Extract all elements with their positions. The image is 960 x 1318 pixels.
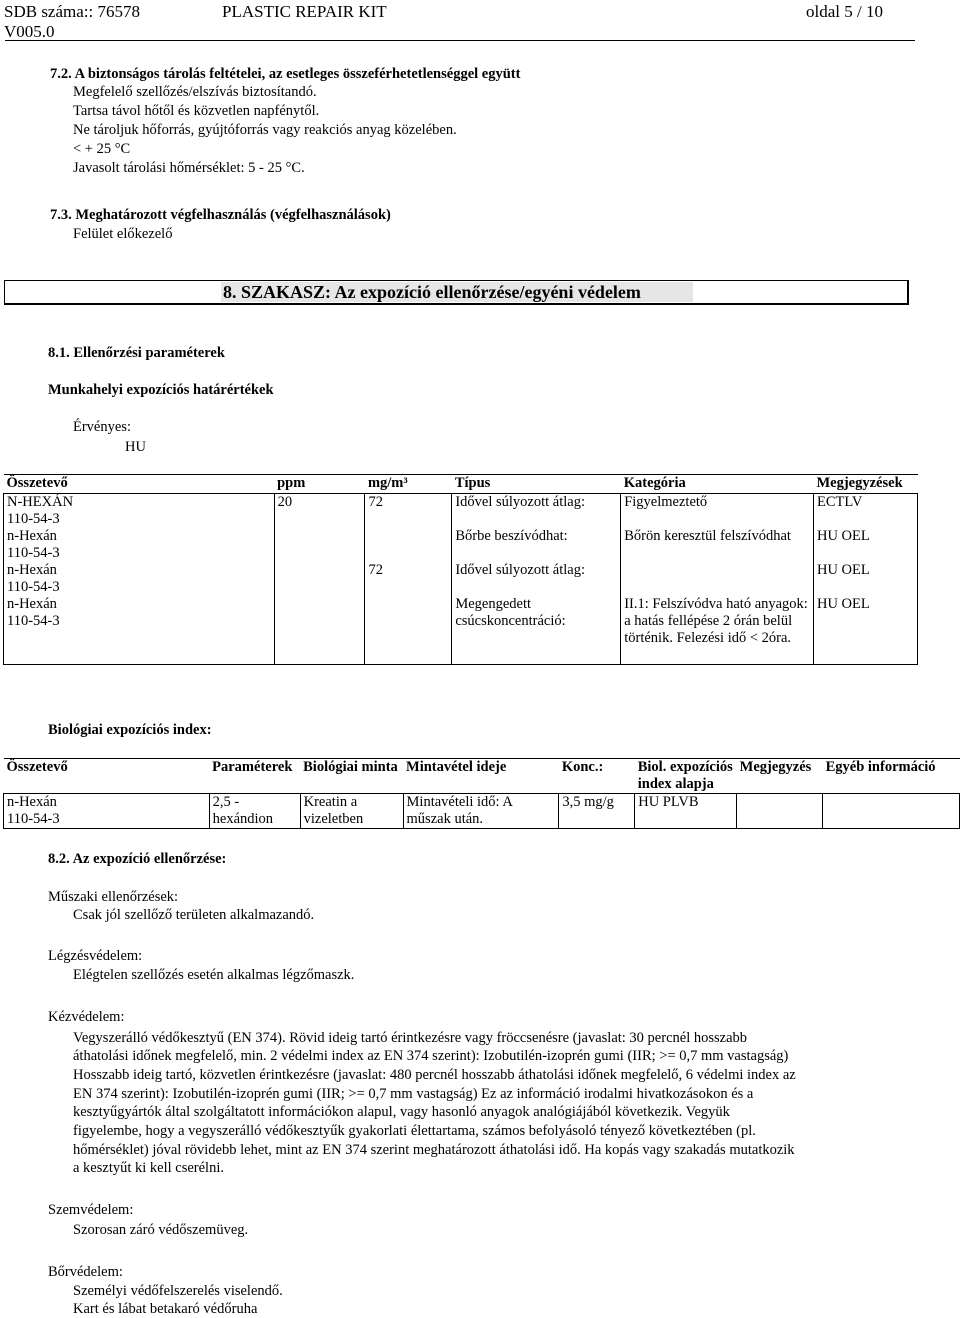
technical-controls-text: Csak jól szellőző területen alkalmazandó. bbox=[73, 907, 315, 923]
hand-protection-line: a kesztyűt ki kell cserélni. bbox=[73, 1160, 224, 1176]
table-cell bbox=[365, 528, 452, 562]
storage-line: Megfelelő szellőzés/elszívás biztosítandó. bbox=[73, 84, 317, 100]
table-cell bbox=[365, 596, 452, 665]
respiratory-label: Légzésvédelem: bbox=[48, 948, 143, 964]
table-cell: ECTLV bbox=[813, 494, 917, 529]
section-8-banner-title: 8. SZAKASZ: Az expozíció ellenőrzése/egyéni védelem bbox=[223, 282, 641, 302]
table-cell: Kreatin a vizeletben bbox=[300, 794, 403, 829]
storage-line: < + 25 °C bbox=[73, 141, 131, 157]
hand-protection-line: áthatolási időnek megfelelő, min. 2 védelmi index az EN 374 szerint): Izobutilén-izoprén gumi (IIR; >= 0,7 mm vastagság) bbox=[73, 1048, 789, 1064]
table-row bbox=[4, 794, 960, 829]
workplace-limits-title: Munkahelyi expozíciós határértékek bbox=[48, 382, 274, 398]
column-header: Biológiai minta bbox=[300, 759, 403, 794]
column-header: ppm bbox=[274, 475, 365, 494]
skin-protection-label: Bőrvédelem: bbox=[48, 1264, 123, 1280]
table-cell: 3,5 mg/g bbox=[559, 794, 635, 829]
skin-protection-line: Személyi védőfelszerelés viselendő. bbox=[73, 1283, 283, 1299]
technical-controls-label: Műszaki ellenőrzések: bbox=[48, 889, 179, 905]
table-cell: Megengedett csúcskoncentráció: bbox=[452, 596, 621, 665]
hand-protection-line: figyelembe, hogy a vegyszerálló védőkesztyűk gyakorlati élettartama, számos befolyásoló tényező következtében (pl. bbox=[73, 1123, 756, 1139]
bio-index-title: Biológiai expozíciós index: bbox=[48, 722, 212, 738]
column-header: Egyéb információ bbox=[823, 759, 960, 794]
hand-protection-label: Kézvédelem: bbox=[48, 1009, 125, 1025]
section-7-2-title: 7.2. A biztonságos tárolás feltételei, az esetleges összeférhetetlenséggel együtt bbox=[50, 66, 521, 82]
section-8-2-title: 8.2. Az expozíció ellenőrzése: bbox=[48, 851, 227, 867]
column-header: Konc.: bbox=[559, 759, 635, 794]
exposure-limits-table bbox=[3, 474, 918, 665]
table-cell: 20 bbox=[274, 494, 365, 529]
table-cell: Mintavételi idő: A műszak után. bbox=[403, 794, 559, 829]
table-cell bbox=[737, 794, 823, 829]
respiratory-text: Elégtelen szellőzés esetén alkalmas légzőmaszk. bbox=[73, 967, 355, 983]
product-name: PLASTIC REPAIR KIT bbox=[222, 2, 387, 21]
table-cell: Bőrön keresztül felszívódhat bbox=[621, 528, 814, 562]
storage-line: Tartsa távol hőtől és közvetlen napfénytől. bbox=[73, 103, 320, 119]
column-header: mg/m³ bbox=[365, 475, 452, 494]
table-cell: Idővel súlyozott átlag: bbox=[452, 562, 621, 596]
table-cell bbox=[274, 562, 365, 596]
table-cell: 2,5 - hexándion bbox=[209, 794, 300, 829]
valid-value: HU bbox=[125, 439, 146, 455]
bio-index-table bbox=[3, 758, 960, 829]
valid-label: Érvényes: bbox=[73, 419, 131, 435]
column-header: Megjegyzések bbox=[813, 475, 917, 494]
column-header: Paraméterek bbox=[209, 759, 300, 794]
table-row bbox=[4, 562, 918, 596]
column-header: Kategória bbox=[621, 475, 814, 494]
table-cell: HU OEL bbox=[813, 596, 917, 665]
header-divider bbox=[5, 40, 915, 41]
skin-protection-line: Kart és lábat betakaró védőruha bbox=[73, 1301, 258, 1317]
table-cell: HU PLVB bbox=[635, 794, 737, 829]
end-use-line: Felület előkezelő bbox=[73, 226, 173, 242]
table-cell bbox=[823, 794, 960, 829]
column-header: Megjegyzés bbox=[737, 759, 823, 794]
storage-line: Ne tároljuk hőforrás, gyújtóforrás vagy reakciós anyag közelében. bbox=[73, 122, 457, 138]
table-cell: n-Hexán 110-54-3 bbox=[4, 562, 275, 596]
column-header: Típus bbox=[452, 475, 621, 494]
table-cell bbox=[274, 596, 365, 665]
storage-line: Javasolt tárolási hőmérséklet: 5 - 25 °C. bbox=[73, 160, 305, 176]
column-header: Összetevő bbox=[4, 759, 210, 794]
hand-protection-line: Vegyszerálló védőkesztyű (EN 374). Rövid ideig tartó érintkezésre vagy fröccsenésre (javaslat: 30 percnél hosszabb bbox=[73, 1030, 748, 1046]
table-cell: 72 bbox=[365, 562, 452, 596]
column-header: Összetevő bbox=[4, 475, 275, 494]
table-cell: n-Hexán 110-54-3 bbox=[4, 596, 275, 665]
table-cell: II.1: Felszívódva ható anyagok: a hatás fellépése 2 órán belül történik. Felezési idő < 2óra. bbox=[621, 596, 814, 665]
table-row bbox=[4, 596, 918, 665]
table-cell: n-Hexán 110-54-3 bbox=[4, 794, 210, 829]
sdb-number: SDB száma:: 76578 bbox=[4, 2, 140, 21]
section-8-1-title: 8.1. Ellenőrzési paraméterek bbox=[48, 345, 225, 361]
section-7-3-title: 7.3. Meghatározott végfelhasználás (végfelhasználások) bbox=[50, 207, 391, 223]
version: V005.0 bbox=[4, 22, 55, 41]
table-cell: Figyelmeztető bbox=[621, 494, 814, 529]
table-cell: HU OEL bbox=[813, 562, 917, 596]
table-cell: Bőrbe beszívódhat: bbox=[452, 528, 621, 562]
table-row bbox=[4, 494, 918, 529]
table-cell: HU OEL bbox=[813, 528, 917, 562]
table-cell: n-Hexán 110-54-3 bbox=[4, 528, 275, 562]
hand-protection-line: EN 374 szerint): Izobutilén-izoprén gumi (IIR; >= 0,7 mm vastagság) Ez az információ irodalmi hivatkozásokon és a bbox=[73, 1086, 754, 1102]
table-cell bbox=[621, 562, 814, 596]
eye-protection-label: Szemvédelem: bbox=[48, 1202, 134, 1218]
table-cell: 72 bbox=[365, 494, 452, 529]
table-cell bbox=[274, 528, 365, 562]
table-cell: Idővel súlyozott átlag: bbox=[452, 494, 621, 529]
column-header: Mintavétel ideje bbox=[403, 759, 559, 794]
page-number: oldal 5 / 10 bbox=[806, 2, 883, 21]
column-header: Biol. expozíciós index alapja bbox=[635, 759, 737, 794]
section-8-banner bbox=[4, 280, 909, 305]
table-header-row bbox=[4, 475, 918, 494]
hand-protection-line: kesztyűgyártók által szolgáltatott információkon alapul, vagy hasonló anyagok analógiájából következik. Vegyük bbox=[73, 1104, 730, 1120]
table-header-row bbox=[4, 759, 960, 794]
hand-protection-line: Hosszabb ideig tartó, közvetlen érintkezésre (javaslat: 480 percnél hosszabb áthatolási időnek megfelelő, 6 védelmi index az bbox=[73, 1067, 796, 1083]
table-cell: N-HEXÁN 110-54-3 bbox=[4, 494, 275, 529]
hand-protection-line: hőmérséklet) jóval rövidebb lehet, mint az EN 374 szerint meghatározott áthatolási idő. Ha kopás vagy szakadás mutatkozik bbox=[73, 1142, 795, 1158]
table-row bbox=[4, 528, 918, 562]
eye-protection-text: Szorosan záró védőszemüveg. bbox=[73, 1222, 249, 1238]
